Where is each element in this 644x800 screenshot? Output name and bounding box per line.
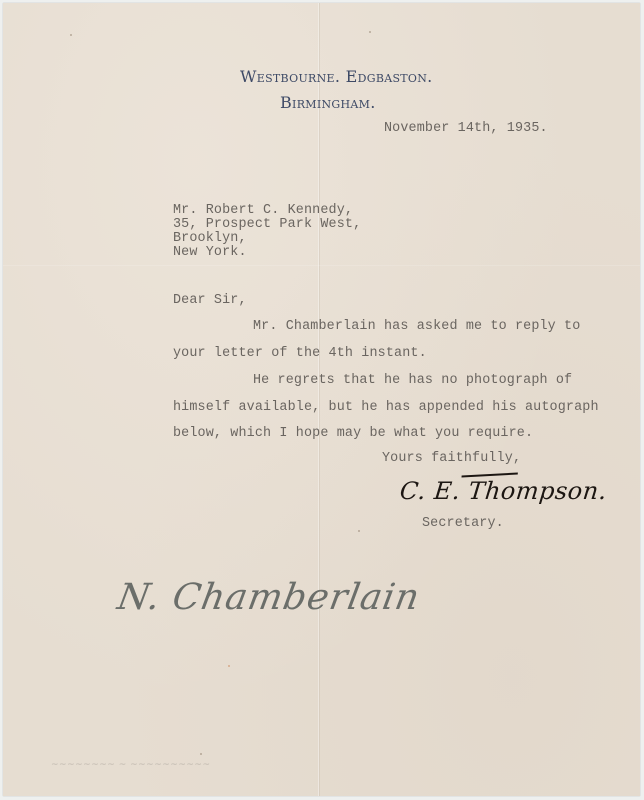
letterhead-address: Westbourne. Edgbaston. <box>240 67 433 86</box>
paper-speck <box>200 753 202 755</box>
horizontal-fold-line <box>3 265 640 266</box>
body-line: He regrets that he has no photograph of <box>253 373 573 388</box>
closing: Yours faithfully, <box>382 451 522 466</box>
paper-speck <box>70 34 72 36</box>
salutation: Dear Sir, <box>173 293 247 308</box>
paper-speck <box>369 31 371 33</box>
paper-speck <box>228 665 230 667</box>
letter-page <box>3 3 640 796</box>
recipient-state: New York. <box>173 245 247 260</box>
faint-pencil-annotation: ~~~~~~~~ ~ ~~~~~~~~~~ <box>51 760 211 770</box>
letter-date: November 14th, 1935. <box>384 121 548 136</box>
secretary-signature-text: C. E. Thompson. <box>398 477 609 505</box>
recipient-city: Brooklyn, <box>173 231 247 246</box>
body-line: himself available, but he has appended his autograph <box>173 400 599 415</box>
secretary-title: Secretary. <box>422 516 504 531</box>
recipient-name: Mr. Robert C. Kennedy, <box>173 203 354 218</box>
body-line: your letter of the 4th instant. <box>173 346 427 361</box>
secretary-signature <box>399 477 609 505</box>
letterhead-city: Birmingham. <box>280 93 376 112</box>
body-line: below, which I hope may be what you require. <box>173 426 534 441</box>
chamberlain-autograph: N. Chamberlain <box>114 577 424 618</box>
paper-speck <box>358 530 360 532</box>
recipient-street: 35, Prospect Park West, <box>173 217 362 232</box>
body-line: Mr. Chamberlain has asked me to reply to <box>253 319 581 334</box>
